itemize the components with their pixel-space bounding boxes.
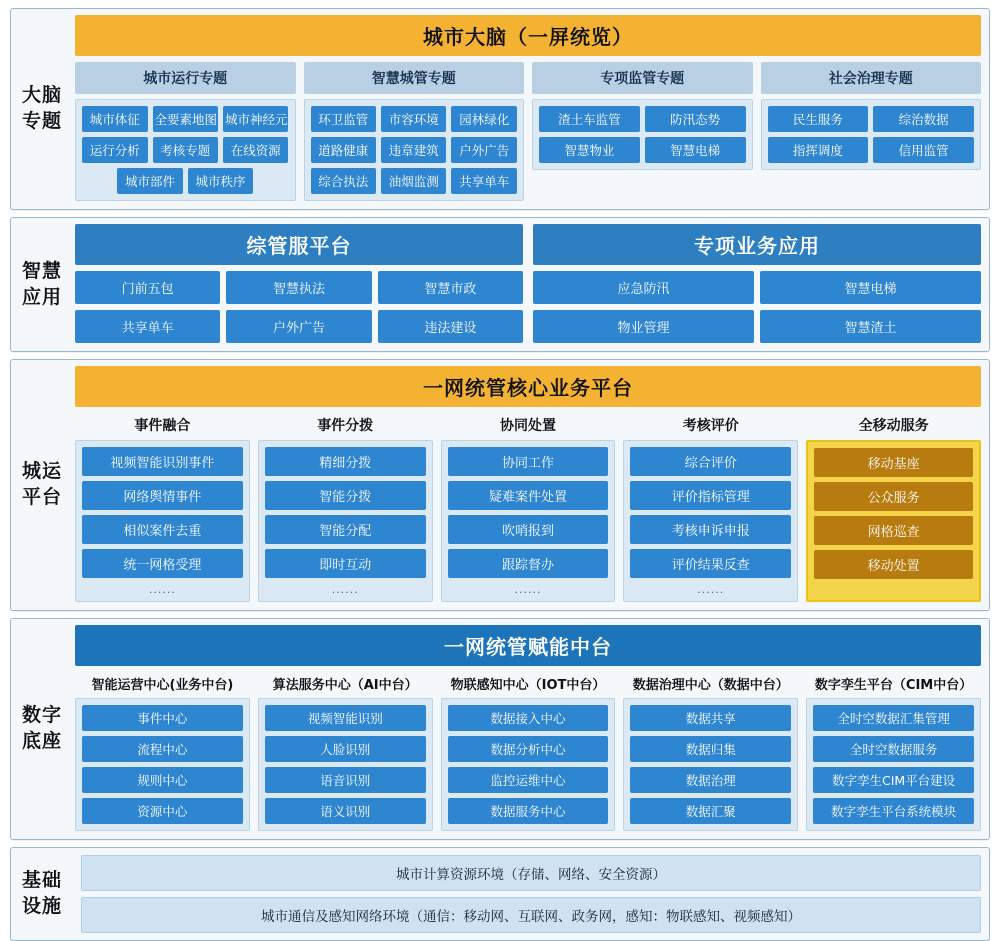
app-grid-special-business [533, 271, 981, 343]
platform-col-box [623, 440, 798, 602]
chip[interactable]: 数字孪生CIM平台建设 [813, 767, 974, 793]
platform-col-title: 事件分拨 [317, 418, 374, 434]
chip[interactable]: 统一网格受理 [82, 549, 243, 578]
group-title-special-business: 专项业务应用 [533, 224, 981, 265]
chip[interactable]: 资源中心 [82, 798, 243, 824]
digital-col-iot-middle-platform [441, 672, 616, 831]
smart-group-special-business [533, 224, 981, 343]
chip[interactable]: 油烟监测 [381, 168, 446, 194]
chip[interactable]: 城市神经元 [223, 106, 288, 132]
platform-col-title: 全移动服务 [858, 418, 929, 434]
chip[interactable]: 共享单车 [75, 310, 220, 343]
chip[interactable]: 园林绿化 [451, 106, 516, 132]
smart-groups [75, 224, 981, 343]
band-label-brain [11, 9, 73, 209]
band-label-infra-line1: 基础 [21, 869, 62, 892]
band-label-smart [11, 218, 73, 351]
digital-base-title: 一网统管赋能中台 [75, 625, 981, 666]
chip[interactable]: 全时空数据服务 [813, 736, 974, 762]
more-dots: ...... [697, 583, 725, 596]
theme-col-social-governance [761, 62, 982, 201]
digital-col-cim-platform [806, 672, 981, 831]
digital-col-title: 算法服务中心（AI中台） [272, 678, 418, 693]
digital-col-box [623, 698, 798, 831]
chip[interactable]: 违章建筑 [381, 137, 446, 163]
app-grid-comprehensive [75, 271, 523, 343]
chip[interactable]: 智慧物业 [539, 137, 640, 163]
chip[interactable]: 在线资源 [223, 137, 288, 163]
chip[interactable]: 数据治理 [630, 767, 791, 793]
theme-box-city-operation [75, 99, 296, 201]
chip[interactable]: 运行分析 [82, 137, 147, 163]
theme-col-city-operation [75, 62, 296, 201]
chip[interactable]: 监控运维中心 [448, 767, 609, 793]
chip[interactable]: 移动基座 [814, 448, 973, 477]
band-label-smart-line1: 智慧 [21, 259, 62, 282]
chip[interactable]: 吹哨报到 [448, 515, 609, 544]
chip[interactable]: 城市体征 [82, 106, 147, 132]
chip[interactable]: 语音识别 [265, 767, 426, 793]
band-label-platform [11, 360, 73, 610]
chip[interactable]: 网格巡查 [814, 516, 973, 545]
digital-col-box [75, 698, 250, 831]
band-label-infra-line2: 设施 [21, 895, 62, 917]
band-body-brain [73, 9, 989, 209]
chip[interactable]: 考核专题 [153, 137, 218, 163]
chip[interactable]: 应急防汛 [533, 271, 754, 304]
chip[interactable]: 评价结果反查 [630, 549, 791, 578]
theme-row [75, 62, 981, 201]
chip[interactable]: 跟踪督办 [448, 549, 609, 578]
chip[interactable]: 智慧渣土 [760, 310, 981, 343]
chip[interactable]: 数据汇聚 [630, 798, 791, 824]
chip[interactable]: 语义识别 [265, 798, 426, 824]
band-core-platform [10, 359, 990, 611]
chip[interactable]: 公众服务 [814, 482, 973, 511]
chip[interactable]: 户外广告 [226, 310, 371, 343]
chip[interactable]: 智慧执法 [226, 271, 371, 304]
chip[interactable]: 环卫监管 [311, 106, 376, 132]
theme-head-city-operation[interactable]: 城市运行专题 [75, 62, 296, 94]
chip[interactable]: 综合执法 [311, 168, 376, 194]
chip[interactable]: 精细分拨 [265, 447, 426, 476]
band-body-platform [73, 360, 989, 610]
chip[interactable]: 民生服务 [768, 106, 869, 132]
digital-col-box [441, 698, 616, 831]
chip[interactable]: 智慧电梯 [645, 137, 746, 163]
chip[interactable]: 智慧市政 [378, 271, 523, 304]
band-label-brain-line1: 大脑 [21, 84, 62, 107]
platform-col-event-fusion [75, 413, 250, 602]
infra-row-network[interactable]: 城市通信及感知网络环境（通信：移动网、互联网、政务网，感知：物联感知、视频感知） [81, 897, 981, 933]
more-dots: ...... [514, 583, 542, 596]
chip[interactable]: 相似案件去重 [82, 515, 243, 544]
chip[interactable]: 城市秩序 [188, 168, 253, 194]
chip[interactable]: 智能分拨 [265, 481, 426, 510]
city-brain-title: 城市大脑（一屏统览） [75, 15, 981, 56]
chip[interactable]: 即时互动 [265, 549, 426, 578]
chip[interactable]: 全时空数据汇集管理 [813, 705, 974, 731]
chip[interactable]: 共享单车 [451, 168, 516, 194]
chip[interactable]: 视频智能识别事件 [82, 447, 243, 476]
chip[interactable]: 数据接入中心 [448, 705, 609, 731]
digital-col-data-middle-platform [623, 672, 798, 831]
digital-col-box [258, 698, 433, 831]
band-city-brain [10, 8, 990, 210]
platform-col-title: 协同处置 [499, 418, 556, 434]
chip[interactable]: 数据服务中心 [448, 798, 609, 824]
chip[interactable]: 全要素地图 [153, 106, 218, 132]
theme-col-special-supervision [532, 62, 753, 201]
chip[interactable]: 户外广告 [451, 137, 516, 163]
theme-box-special-supervision [532, 99, 753, 170]
digital-col-title: 数据治理中心（数据中台） [632, 678, 789, 693]
chip[interactable]: 规则中心 [82, 767, 243, 793]
band-label-infra [11, 848, 73, 940]
chip[interactable]: 人脸识别 [265, 736, 426, 762]
platform-col-title: 考核评价 [682, 418, 739, 434]
chip[interactable]: 渣土车监管 [539, 106, 640, 132]
chip[interactable]: 事件中心 [82, 705, 243, 731]
chip[interactable]: 视频智能识别 [265, 705, 426, 731]
chip[interactable]: 疑难案件处置 [448, 481, 609, 510]
chip[interactable]: 综治数据 [873, 106, 974, 132]
chip[interactable]: 门前五包 [75, 271, 220, 304]
core-platform-title: 一网统管核心业务平台 [75, 366, 981, 407]
chip[interactable]: 数据分析中心 [448, 736, 609, 762]
chip[interactable]: 综合评价 [630, 447, 791, 476]
digital-col-title: 智能运营中心(业务中台) [91, 678, 234, 693]
chip[interactable]: 智能分配 [265, 515, 426, 544]
band-digital-base [10, 618, 990, 840]
band-infrastructure [10, 847, 990, 941]
theme-col-smart-city-management [304, 62, 525, 201]
band-label-digital-line2: 底座 [21, 730, 62, 752]
chip[interactable]: 物业管理 [533, 310, 754, 343]
chip[interactable]: 智慧电梯 [760, 271, 981, 304]
chip[interactable]: 网络舆情事件 [82, 481, 243, 510]
platform-col-assessment [623, 413, 798, 602]
band-smart-application [10, 217, 990, 352]
chip[interactable]: 移动处置 [814, 550, 973, 579]
chip[interactable]: 数据共享 [630, 705, 791, 731]
chip[interactable]: 道路健康 [311, 137, 376, 163]
chip[interactable]: 数字孪生平台系统模块 [813, 798, 974, 824]
band-label-platform-line1: 城运 [21, 460, 62, 483]
platform-col-box [806, 440, 981, 602]
chip[interactable]: 协同工作 [448, 447, 609, 476]
chip[interactable]: 城市部件 [117, 168, 182, 194]
platform-col-collaborative-handling [441, 413, 616, 602]
more-dots: ...... [331, 583, 359, 596]
chip[interactable]: 流程中心 [82, 736, 243, 762]
platform-columns [75, 413, 981, 602]
band-label-platform-line2: 平台 [21, 486, 62, 508]
digital-col-ai-middle-platform [258, 672, 433, 831]
platform-col-event-dispatch [258, 413, 433, 602]
chip[interactable]: 信用监管 [873, 137, 974, 163]
group-title-comprehensive: 综管服平台 [75, 224, 523, 265]
band-label-digital-line1: 数字 [21, 704, 62, 727]
band-label-brain-line2: 专题 [21, 110, 62, 132]
theme-box-social-governance [761, 99, 982, 170]
theme-head-smart-city-management[interactable]: 智慧城管专题 [304, 62, 525, 94]
platform-col-box [75, 440, 250, 602]
theme-head-social-governance[interactable]: 社会治理专题 [761, 62, 982, 94]
band-body-digital [73, 619, 989, 839]
platform-col-box [441, 440, 616, 602]
theme-head-special-supervision[interactable]: 专项监管专题 [532, 62, 753, 94]
infra-row-computing[interactable]: 城市计算资源环境（存储、网络、安全资源） [81, 855, 981, 891]
chip[interactable]: 考核申诉申报 [630, 515, 791, 544]
chip[interactable]: 防汛态势 [645, 106, 746, 132]
chip[interactable]: 市容环境 [381, 106, 446, 132]
more-dots: ...... [148, 583, 176, 596]
platform-col-full-mobile-service [806, 413, 981, 602]
band-label-smart-line2: 应用 [21, 285, 62, 308]
digital-columns [75, 672, 981, 831]
theme-box-smart-city-management [304, 99, 525, 201]
chip[interactable]: 评价指标管理 [630, 481, 791, 510]
smart-group-comprehensive [75, 224, 523, 343]
digital-col-business-middle-platform [75, 672, 250, 831]
platform-col-title: 事件融合 [134, 418, 191, 434]
chip[interactable]: 指挥调度 [768, 137, 869, 163]
chip[interactable]: 违法建设 [378, 310, 523, 343]
band-label-digital [11, 619, 73, 839]
digital-col-box [806, 698, 981, 831]
chip[interactable]: 数据归集 [630, 736, 791, 762]
digital-col-title: 数字孪生平台（CIM中台） [814, 678, 973, 693]
digital-col-title: 物联感知中心（IOT中台） [450, 678, 606, 693]
platform-col-box [258, 440, 433, 602]
band-body-smart [73, 218, 989, 351]
band-body-infra [73, 848, 989, 940]
